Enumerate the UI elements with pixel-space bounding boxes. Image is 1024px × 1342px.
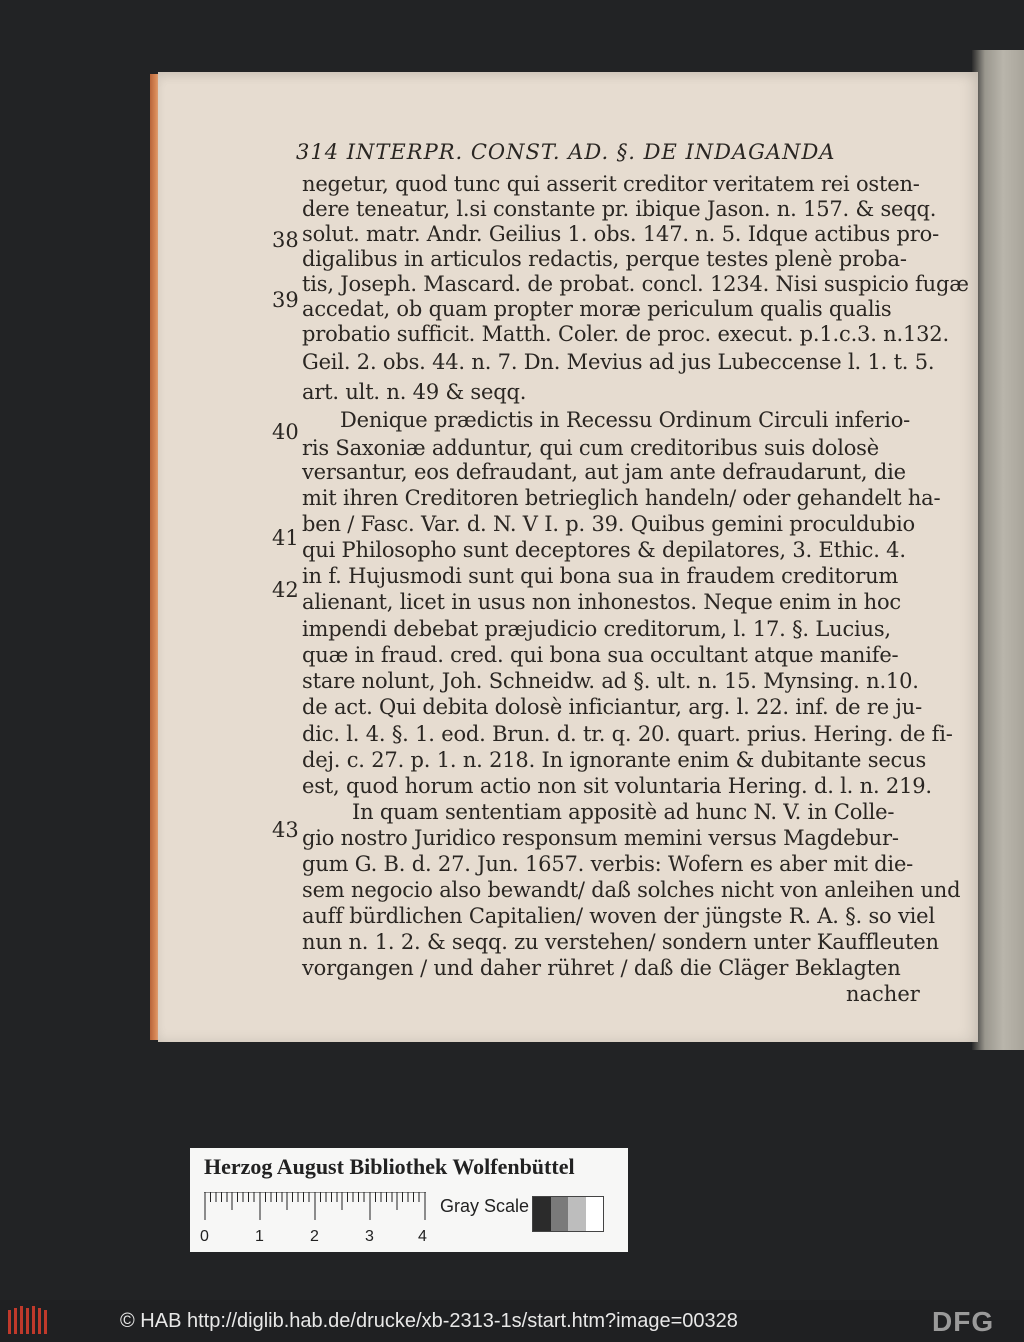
- copyright-url-text: © HAB http://diglib.hab.de/drucke/xb-2313-1s/start.htm?image=00328: [120, 1310, 738, 1332]
- gray-swatch-patch: [568, 1197, 586, 1231]
- text-line: gum G. B. d. 27. Jun. 1657. verbis: Wofern es aber mit die-: [302, 852, 914, 876]
- text-line: dic. l. 4. §. 1. eod. Brun. d. tr. q. 20. quart. prius. Hering. de fi-: [302, 722, 953, 746]
- ruler-tick-label: 3: [365, 1228, 374, 1245]
- text-line: stare nolunt, Joh. Schneidw. ad §. ult. n. 15. Mynsing. n.10.: [302, 669, 919, 693]
- text-line: quæ in fraud. cred. qui bona sua occultant atque manife-: [302, 643, 899, 667]
- gray-scale-swatch: [532, 1196, 604, 1232]
- margin-number: 43: [272, 818, 299, 842]
- dfg-logo: DFG: [932, 1306, 995, 1337]
- text-line: In quam sententiam appositè ad hunc N. V. in Colle-: [352, 800, 895, 824]
- running-header: 314 INTERPR. CONST. AD. §. DE INDAGANDA: [296, 140, 836, 164]
- margin-number: 39: [272, 288, 299, 312]
- text-line: de act. Qui debita dolosè inficiantur, arg. l. 22. inf. de re ju-: [302, 695, 922, 719]
- text-line: nun n. 1. 2. & seqq. zu verstehen/ sondern unter Kauffleuten: [302, 930, 939, 954]
- text-line: impendi debebat præjudicio creditorum, l. 17. §. Lucius,: [302, 617, 891, 641]
- color-calibration-bar: [190, 1148, 628, 1252]
- text-line: gio nostro Juridico responsum memini versus Magdebur-: [302, 826, 899, 850]
- text-line: solut. matr. Andr. Geilius 1. obs. 147. n. 5. Idque actibus pro-: [302, 222, 939, 246]
- catchword: nacher: [846, 982, 920, 1006]
- text-line: digalibus in articulos redactis, perque testes plenè proba-: [302, 247, 907, 271]
- text-line: probatio sufficit. Matth. Coler. de proc. execut. p.1.c.3. n.132.: [302, 322, 949, 346]
- hab-bars-logo-icon: [8, 1306, 48, 1336]
- text-line: vorgangen / und daher rühret / daß die Cläger Beklagten: [302, 956, 901, 980]
- institution-name: Herzog August Bibliothek Wolfenbüttel: [204, 1154, 575, 1179]
- ruler: [204, 1192, 426, 1222]
- ruler-tick-label: 4: [418, 1228, 427, 1245]
- text-line: est, quod horum actio non sit voluntaria Hering. d. l. n. 219.: [302, 774, 932, 798]
- text-line: accedat, ob quam propter moræ periculum qualis qualis: [302, 297, 892, 321]
- text-line: tis, Joseph. Mascard. de probat. concl. 1234. Nisi suspicio fugæ: [302, 272, 969, 296]
- text-line: art. ult. n. 49 & seqq.: [302, 380, 527, 404]
- text-line: sem negocio also bewandt/ daß solches nicht von anleihen und: [302, 878, 961, 902]
- margin-number: 41: [272, 526, 299, 550]
- text-line: dere teneatur, l.si constante pr. ibique Jason. n. 157. & seqq.: [302, 197, 937, 221]
- gray-swatch-patch: [551, 1197, 569, 1231]
- text-line: qui Philosopho sunt deceptores & depilatores, 3. Ethic. 4.: [302, 538, 906, 562]
- text-line: alienant, licet in usus non inhonestos. Neque enim in hoc: [302, 590, 901, 614]
- text-line: dej. c. 27. p. 1. n. 218. In ignorante enim & dubitante secus: [302, 748, 927, 772]
- gray-scale-label: Gray Scale: [440, 1196, 530, 1216]
- margin-number: 42: [272, 578, 299, 602]
- margin-number: 38: [272, 228, 299, 252]
- ruler-tick-label: 1: [255, 1228, 264, 1245]
- text-line: ris Saxoniæ adduntur, qui cum creditoribus suis dolosè: [302, 436, 879, 460]
- text-line: versantur, eos defraudant, aut jam ante defraudarunt, die: [302, 460, 906, 484]
- text-line: Geil. 2. obs. 44. n. 7. Dn. Mevius ad jus Lubeccense l. 1. t. 5.: [302, 350, 935, 374]
- text-line: ben / Fasc. Var. d. N. V I. p. 39. Quibus gemini proculdubio: [302, 512, 915, 536]
- next-page-edge: [972, 50, 1024, 1050]
- text-line: negetur, quod tunc qui asserit creditor veritatem rei osten-: [302, 172, 920, 196]
- ruler-tick-label: 0: [200, 1228, 209, 1245]
- text-line: mit ihren Creditoren betrieglich handeln/ oder gehandelt ha-: [302, 486, 941, 510]
- ruler-tick-label: 2: [310, 1228, 319, 1245]
- text-line: Denique prædictis in Recessu Ordinum Circuli inferio-: [340, 408, 911, 432]
- text-line: in f. Hujusmodi sunt qui bona sua in fraudem creditorum: [302, 564, 899, 588]
- footer-bar: [0, 1300, 1024, 1342]
- text-line: auff bürdlichen Capitalien/ woven der jüngste R. A. §. so viel: [302, 904, 935, 928]
- gray-swatch-patch: [533, 1197, 551, 1231]
- margin-number: 40: [272, 420, 299, 444]
- gray-swatch-patch: [586, 1197, 604, 1231]
